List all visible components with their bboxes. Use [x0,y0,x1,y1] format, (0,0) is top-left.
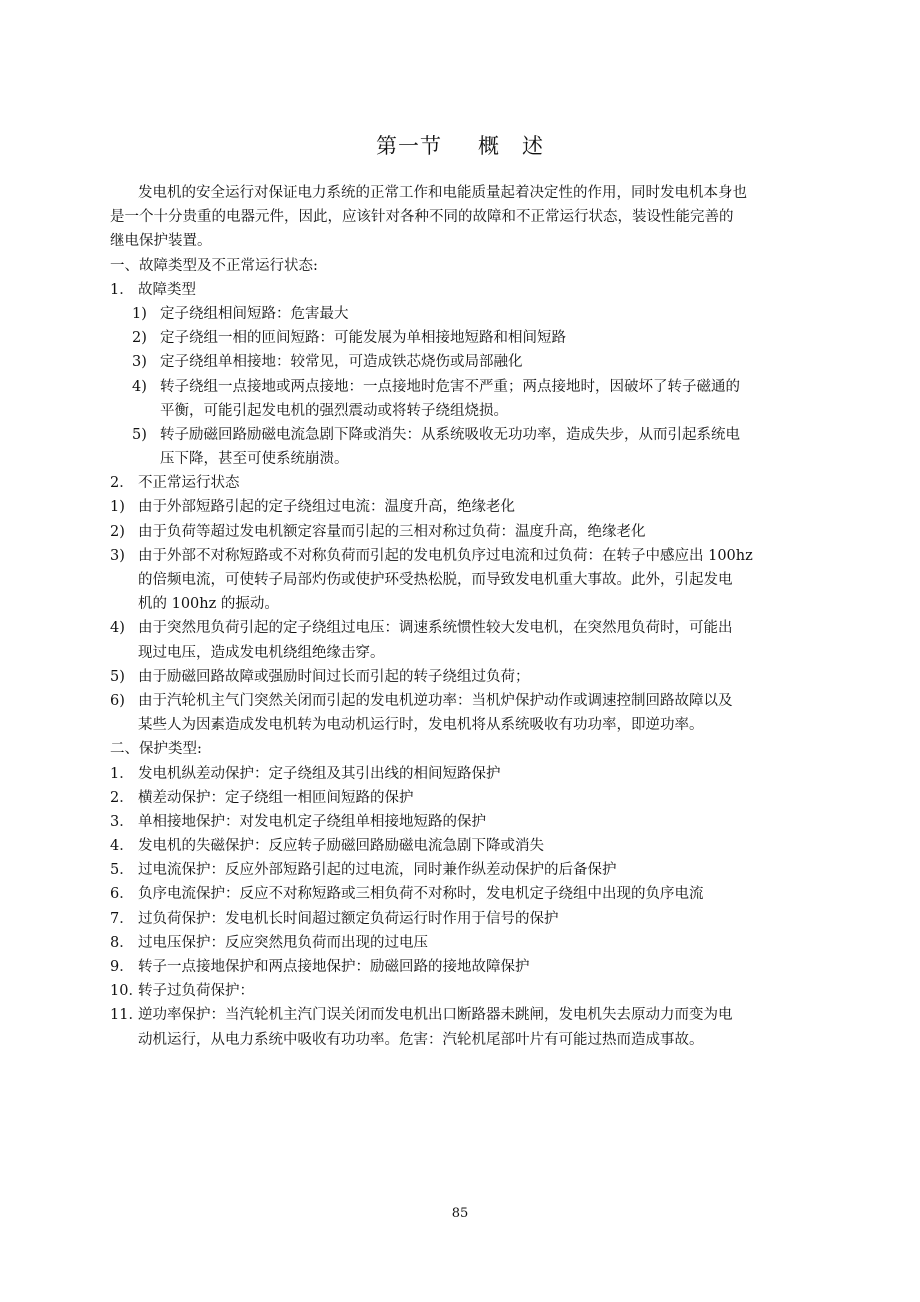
list-item [110,302,810,326]
list-number: 3) [110,547,125,564]
list-text: 由于负荷等超过发电机额定容量而引起的三相对称过负荷：温度升高，绝缘老化 [138,523,646,540]
list-item-continuation [110,447,810,471]
list-number: 2． [110,789,134,806]
list-text: 单相接地保护：对发电机定子绕组单相接地短路的保护 [138,813,486,830]
list-text: 某些人为因素造成发电机转为电动机运行时，发电机将从系统吸收有功功率，即逆功率。 [138,717,704,734]
list-item [110,326,810,350]
list-number: 1． [110,765,134,782]
list-item [110,810,810,834]
document-body [110,181,810,1052]
list-number: 7． [110,910,134,927]
list-number: 6． [110,886,134,903]
list-text: 由于励磁回路故障或强励时间过长而引起的转子绕组过负荷； [138,668,530,685]
list-item-continuation [110,399,810,423]
list-item [110,520,810,544]
list-number: 10． [110,983,143,1000]
list-item [110,955,810,979]
list-text: 动机运行，从电力系统中吸收有功功率。危害：汽轮机尾部叶片有可能过热而造成事故。 [138,1031,704,1048]
list-text: 压下降，甚至可使系统崩溃。 [160,451,349,468]
list-item [110,907,810,931]
section-heading: 二、保护类型: [110,741,202,758]
list-number: 1) [132,305,147,322]
list-item [110,1003,810,1027]
list-number: 6) [110,692,125,709]
list-number: 9． [110,959,134,975]
intro-line: 继电保护装置。 [110,233,212,250]
subsection-heading [110,278,810,302]
list-text: 的倍频电流，可使转子局部灼伤或使护环受热松脱，而导致发电机重大事故。此外，引起发电 [138,572,733,588]
list-number: 3． [110,813,134,830]
list-text: 转子绕组一点接地或两点接地：一点接地时危害不严重；两点接地时，因破坏了转子磁通的 [160,378,740,395]
list-text: 过电压保护：反应突然甩负荷而出现的过电压 [138,934,428,951]
title-part1: 第一节 [376,134,442,158]
list-item [110,616,810,640]
list-item [110,544,810,568]
subsection-title: 故障类型 [138,281,196,298]
list-number: 1． [110,281,134,298]
list-item [110,689,810,713]
list-item [110,834,810,858]
list-text: 机的 100hz 的振动。 [138,596,279,613]
list-item [110,931,810,955]
list-item [110,495,810,519]
list-text: 逆功率保护：当汽轮机主汽门误关闭而发电机出口断路器未跳闸，发电机失去原动力而变为电 [138,1007,733,1024]
list-text: 定子绕组相间短路：危害最大 [160,305,349,322]
subsection-heading [110,471,810,495]
list-text: 转子过负荷保护： [138,983,254,1000]
list-text: 转子励磁回路励磁电流急剧下降或消失：从系统吸收无功功率，造成失步，从而引起系统电 [160,426,740,443]
section-heading: 一、故障类型及不正常运行状态: [110,257,318,274]
list-item [110,882,810,906]
list-number: 5) [132,426,147,443]
subsection-title: 不正常运行状态 [138,475,240,492]
list-item-continuation [110,1028,810,1052]
title-part2: 概 述 [478,134,544,158]
list-text: 平衡，可能引起发电机的强烈震动或将转子绕组烧损。 [160,402,508,419]
list-text: 横差动保护：定子绕组一相匝间短路的保护 [138,789,414,806]
list-number: 4． [110,838,134,855]
list-number: 3) [132,354,147,371]
list-item [110,786,810,810]
list-item [110,350,810,374]
list-text: 现过电压，造成发电机绕组绝缘击穿。 [138,644,385,661]
list-text: 过电流保护：反应外部短路引起的过电流，同时兼作纵差动保护的后备保护 [138,862,617,879]
list-number: 5． [110,862,134,879]
list-item [110,665,810,689]
list-item [110,979,810,1003]
list-number: 4) [132,378,147,395]
page-title [0,132,920,160]
list-number: 8． [110,934,134,951]
list-item-continuation [110,713,810,737]
intro-line: 是一个十分贵重的电器元件，因此，应该针对各种不同的故障和不正常运行状态，装设性能完善的 [110,209,734,226]
list-item [110,375,810,399]
list-text: 过负荷保护：发电机长时间超过额定负荷运行时作用于信号的保护 [138,910,559,927]
list-text: 定子绕组单相接地：较常见，可造成铁芯烧伤或局部融化 [160,354,523,371]
list-text: 发电机的失磁保护：反应转子励磁回路励磁电流急剧下降或消失 [138,838,544,855]
page-number: 85 [451,1206,469,1221]
intro-line: 发电机的安全运行对保证电力系统的正常工作和电能质量起着决定性的作用，同时发电机本身也 [138,185,747,201]
list-number: 2) [132,330,147,347]
list-text: 由于突然甩负荷引起的定子绕组过电压：调速系统惯性较大发电机，在突然甩负荷时，可能出 [138,620,733,637]
list-text: 负序电流保护：反应不对称短路或三相负荷不对称时，发电机定子绕组中出现的负序电流 [138,886,704,903]
list-number: 2． [110,475,134,492]
list-item [110,858,810,882]
list-text: 由于汽轮机主气门突然关闭而引起的发电机逆功率：当机炉保护动作或调速控制回路故障以及 [138,692,733,709]
list-number: 11． [110,1007,143,1024]
list-text: 转子一点接地保护和两点接地保护：励磁回路的接地故障保护 [138,959,530,975]
list-item-continuation [110,592,810,616]
list-number: 1) [110,499,125,516]
list-item [110,423,810,447]
list-text: 由于外部短路引起的定子绕组过电流：温度升高，绝缘老化 [138,499,515,516]
list-number: 5) [110,668,125,685]
list-text: 定子绕组一相的匝间短路：可能发展为单相接地短路和相间短路 [160,330,566,347]
list-text: 由于外部不对称短路或不对称负荷而引起的发电机负序过电流和过负荷：在转子中感应出 100hz [138,547,753,564]
list-number: 4) [110,620,125,637]
list-item-continuation [110,568,810,592]
list-number: 2) [110,523,125,540]
list-item-continuation [110,641,810,665]
list-item [110,762,810,786]
list-text: 发电机纵差动保护：定子绕组及其引出线的相间短路保护 [138,765,501,782]
